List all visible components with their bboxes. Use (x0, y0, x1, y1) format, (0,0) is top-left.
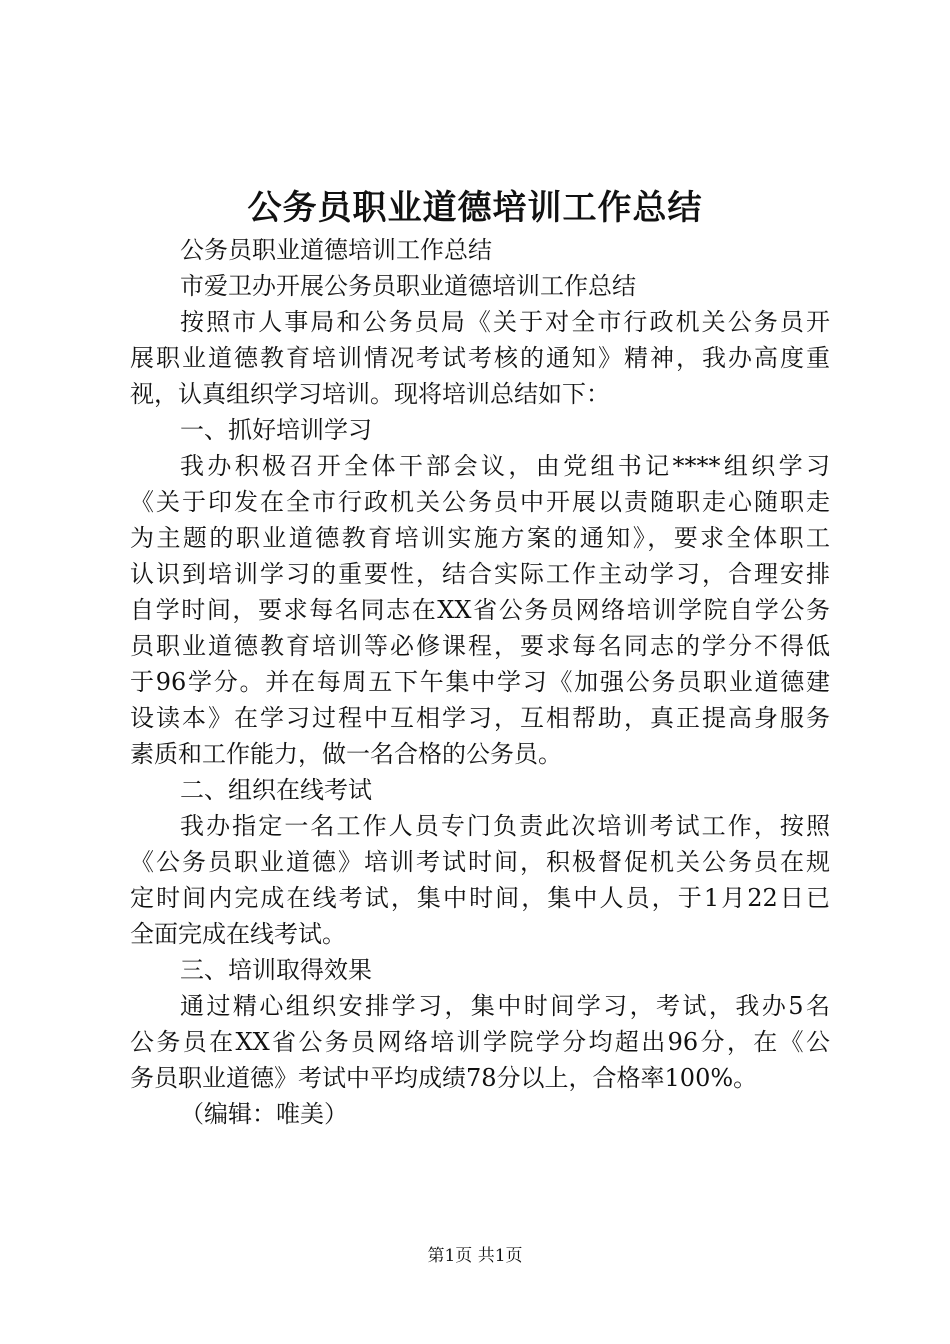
page-footer: 第1页 共1页 (427, 1246, 523, 1266)
body-line: 公务员在XX省公务员网络培训学院学分均超出96分，在《公 (130, 1028, 830, 1056)
body-line: 二、组织在线考试 (180, 776, 372, 804)
body-line: 全面完成在线考试。 (130, 920, 346, 948)
document-title: 公务员职业道德培训工作总结 (247, 188, 703, 228)
body-line: 认识到培训学习的重要性，结合实际工作主动学习，合理安排 (130, 560, 830, 588)
body-line: 按照市人事局和公务员局《关于对全市行政机关公务员开 (180, 308, 830, 336)
body-line: 展职业道德教育培训情况考试考核的通知》精神，我办高度重 (130, 344, 830, 372)
body-line: 设读本》在学习过程中互相学习，互相帮助，真正提高身服务 (130, 704, 830, 732)
body-line: 自学时间，要求每名同志在XX省公务员网络培训学院自学公务 (130, 596, 830, 624)
body-line: 员职业道德教育培训等必修课程，要求每名同志的学分不得低 (130, 632, 830, 660)
body-line: 为主题的职业道德教育培训实施方案的通知》，要求全体职工 (130, 524, 830, 552)
body-line: （编辑：唯美） (180, 1100, 348, 1128)
body-line: 我办积极召开全体干部会议，由党组书记****组织学习 (180, 452, 830, 480)
body-line: 公务员职业道德培训工作总结 (180, 236, 492, 264)
body-line: 通过精心组织安排学习，集中时间学习，考试，我办5名 (180, 992, 830, 1020)
body-line: 三、培训取得效果 (180, 956, 372, 984)
body-line: 定时间内完成在线考试，集中时间，集中人员，于1月22日已 (130, 884, 830, 912)
document-body (130, 232, 830, 1132)
body-line: 素质和工作能力，做一名合格的公务员。 (130, 740, 562, 768)
body-line: 一、抓好培训学习 (180, 416, 372, 444)
body-line: 我办指定一名工作人员专门负责此次培训考试工作，按照 (180, 812, 830, 840)
body-line: 视，认真组织学习培训。现将培训总结如下： (130, 380, 610, 408)
body-line: 务员职业道德》考试中平均成绩78分以上，合格率100%。 (130, 1064, 758, 1092)
body-line: 于96学分。并在每周五下午集中学习《加强公务员职业道德建 (130, 668, 830, 696)
body-line: 市爱卫办开展公务员职业道德培训工作总结 (180, 272, 636, 300)
body-line: 《关于印发在全市行政机关公务员中开展以责随职走心随职走 (130, 488, 830, 516)
body-line: 《公务员职业道德》培训考试时间，积极督促机关公务员在规 (130, 848, 830, 876)
